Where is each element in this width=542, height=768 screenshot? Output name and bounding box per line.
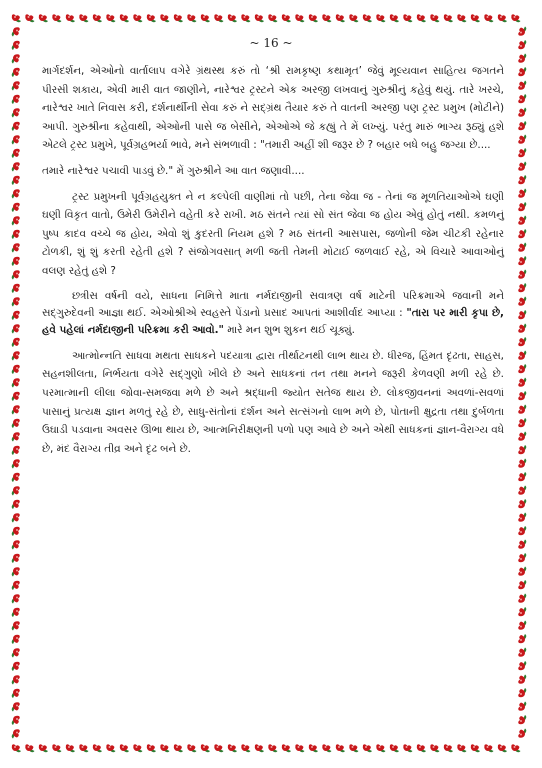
flower-ornament <box>174 744 183 752</box>
flower-ornament <box>39 14 48 22</box>
flower-ornament <box>12 243 20 252</box>
flower-ornament <box>12 662 20 671</box>
flower-ornament <box>518 675 526 684</box>
flower-ornament <box>518 418 526 427</box>
flower-ornament <box>12 675 20 684</box>
paragraph-4-text: છત્રીસ વર્ષની વયે, સાધના નિમિત્તે માતા નર્મદાજીની સવાત્રણ વર્ષ માટેની પરિક્રમાએ જવાની મને સદ્ગુરુદેવની આજ્ઞા થઈ. એઓશ્રીએ સ્વહસ્તે પેંડાનો પ્રસાદ આપતાં આશીર્વાદ આપ્યા : <box>42 289 504 319</box>
flower-ornament <box>518 148 526 157</box>
flower-ornament <box>147 14 156 22</box>
flower-ornament <box>518 391 526 400</box>
flower-ornament <box>12 540 20 549</box>
guru-blessing-quote: "તારા પર મારી કૃપા છે, હવે પહેલાં નર્મદાજીની પરિક્રમા કરી આવો." <box>42 306 504 337</box>
flower-ornament <box>201 744 210 752</box>
flower-ornament <box>457 744 466 752</box>
flower-ornament <box>518 324 526 333</box>
flower-ornament <box>12 297 20 306</box>
flower-ornament <box>12 729 20 738</box>
flower-ornament <box>518 364 526 373</box>
flower-ornament <box>120 744 129 752</box>
flower-ornament <box>498 744 507 752</box>
flower-ornament <box>12 14 21 22</box>
flower-ornament <box>12 81 20 90</box>
flower-ornament <box>430 744 439 752</box>
flower-ornament <box>457 14 466 22</box>
flower-ornament <box>430 14 439 22</box>
flower-ornament <box>12 716 20 725</box>
flower-ornament <box>518 513 526 522</box>
flower-ornament <box>160 14 169 22</box>
flower-ornament <box>12 95 20 104</box>
flower-ornament <box>518 607 526 616</box>
flower-ornament <box>12 432 20 441</box>
flower-ornament <box>106 744 115 752</box>
flower-ornament <box>518 162 526 171</box>
flower-ornament <box>241 14 250 22</box>
paragraph-4-tail: મારે મન શુભ શુકન થઈ ચૂક્યું. <box>223 324 355 337</box>
flower-ornament <box>12 621 20 630</box>
flower-ornament <box>518 445 526 454</box>
flower-ornament <box>12 581 20 590</box>
flower-ornament <box>12 702 20 711</box>
flower-ornament <box>12 459 20 468</box>
paragraph-5: આત્મોન્નતિ સાધવા મથતા સાધકને પદયાત્રા દ્વારા તીર્થાટનથી લાભ થાય છે. ધીરજ, હિંમત દૃઢતા, સાહસ, સહનશીલતા, નિર્ભયતા વગેરે સદ્ગુણો ખીલે છે અને સાધકનાં તન તથા મનને જરૂરી કેળવણી મળી રહે છે. પરમાત્માની લીલા જોવા-સમજવા મળે છે અને શ્રદ્ધાની જ્યોત સતેજ થાય છે. લોકજીવનનાં અવળાં-સવળાં પાસાનું પ્રત્યક્ષ જ્ઞાન મળતું રહે છે, સાધુ-સંતોનાં દર્શન અને સત્સંગનો લાભ મળે છે, પોતાની ક્ષુદ્રતા તથા દુર્બળતા ઉઘાડી પડવાના અવસર ઊભા થાય છે, આત્મનિરીક્ષણની પળો પણ આવે છે અને એથી સાધકનાં જ્ઞાન-વૈરાગ્ય વધે છે, મંદ વૈરાગ્ય તીવ્ર અને દૃઢ બને છે. <box>42 349 504 455</box>
flower-ornament <box>12 216 20 225</box>
flower-ornament <box>518 135 526 144</box>
flower-ornament <box>518 256 526 265</box>
flower-ornament <box>66 14 75 22</box>
flower-ornament <box>518 283 526 292</box>
flower-ornament <box>255 14 264 22</box>
flower-ornament <box>518 459 526 468</box>
flower-ornament <box>12 744 21 752</box>
paragraph-2: તમારે નારેશ્વર પચાવી પાડવું છે." મેં ગુરુશ્રીને આ વાત જણાવી.... <box>42 164 305 177</box>
flower-ornament <box>518 351 526 360</box>
flower-ornament <box>349 744 358 752</box>
flower-ornament <box>93 744 102 752</box>
flower-ornament <box>106 14 115 22</box>
flower-ornament <box>12 135 20 144</box>
paragraph-1: માર્ગદર્શન, એઓનો વાર્તાલાપ વગેરે ગ્રંથસ્થ કરું તો ‘શ્રી રામકૃષ્ણ કથામૃત’ જેવું મૂલ્યવાન સાહિત્ય જગતને પીરસી શકાય, એવી મારી વાત જાણીને, નારેશ્વર ટ્રસ્ટને એક અરજી લખવાનું ગુરુશ્રીનું કહેવું થયું. તારે ખરચે, નારેશ્વર ખાતે નિવાસ કરી, દર્શનાર્થીની સેવા કરું ને સદ્ગ્રંથ તૈયાર કરું તે વાતની અરજી પણ ટ્રસ્ટ પ્રમુખ (મોટીને) આપી. ગુરુશ્રીના કહેવાથી, એઓની પાસે જ બેસીને, એઓએ જે કહ્યું તે મેં લખ્યું. પરંતુ મારું ભાગ્ય રૂઠ્યું હશે એટલે ટ્રસ્ટ પ્રમુખે, પૂર્વગ્રહભર્યા ભાવે, મને સંભળાવી : "તમારી અહીં શી જરૂર છે ? બહાર બધે બહુ જગ્યા છે.... <box>42 65 504 152</box>
flower-ornament <box>471 744 480 752</box>
flower-ornament <box>12 513 20 522</box>
flower-ornament <box>255 744 264 752</box>
flower-ornament <box>322 14 331 22</box>
flower-ornament <box>518 661 526 670</box>
flower-ornament <box>120 14 129 22</box>
flower-ornament <box>295 744 304 752</box>
flower-ornament <box>93 14 102 22</box>
flower-ornament <box>12 176 20 185</box>
flower-ornament <box>336 744 345 752</box>
flower-ornament <box>518 540 526 549</box>
flower-ornament <box>268 14 277 22</box>
flower-ornament <box>66 744 75 752</box>
flower-ornament <box>187 744 196 752</box>
flower-ornament <box>322 744 331 752</box>
flower-ornament <box>403 744 412 752</box>
flower-ornament <box>79 744 88 752</box>
flower-ornament <box>518 594 526 603</box>
flower-ornament <box>518 729 526 738</box>
flower-ornament <box>390 744 399 752</box>
flower-ornament <box>39 744 48 752</box>
page-body <box>42 62 504 458</box>
flower-ornament <box>12 419 20 428</box>
flower-ornament <box>12 365 20 374</box>
flower-ornament <box>147 744 156 752</box>
flower-ornament <box>518 634 526 643</box>
flower-ornament <box>12 149 20 158</box>
flower-ornament <box>518 175 526 184</box>
flower-ornament <box>160 744 169 752</box>
flower-ornament <box>309 744 318 752</box>
flower-ornament <box>12 378 20 387</box>
flower-ornament <box>511 744 520 752</box>
flower-ornament <box>12 567 20 576</box>
flower-ornament <box>12 486 20 495</box>
flower-ornament <box>444 14 453 22</box>
flower-ornament <box>12 635 20 644</box>
flower-ornament <box>417 14 426 22</box>
flower-ornament <box>12 500 20 509</box>
flower-ornament <box>518 297 526 306</box>
flower-ornament <box>518 202 526 211</box>
flower-ornament <box>518 499 526 508</box>
flower-ornament <box>12 608 20 617</box>
flower-ornament <box>518 688 526 697</box>
flower-ornament <box>201 14 210 22</box>
flower-ornament <box>12 392 20 401</box>
paragraph-4 <box>42 288 504 340</box>
flower-ornament <box>518 702 526 711</box>
flower-ornament <box>214 744 223 752</box>
flower-ornament <box>309 14 318 22</box>
flower-ornament <box>363 14 372 22</box>
flower-ornament <box>518 121 526 130</box>
flower-ornament <box>52 744 61 752</box>
flower-ornament <box>518 580 526 589</box>
flower-ornament <box>12 311 20 320</box>
flower-ornament <box>282 744 291 752</box>
flower-ornament <box>484 744 493 752</box>
page-number: ~ 16 ~ <box>249 36 293 50</box>
flower-ornament <box>403 14 412 22</box>
flower-ornament <box>174 14 183 22</box>
flower-ornament <box>518 567 526 576</box>
flower-ornament <box>214 14 223 22</box>
flower-ornament <box>79 14 88 22</box>
flower-ornament <box>349 14 358 22</box>
flower-ornament <box>228 14 237 22</box>
flower-ornament <box>471 14 480 22</box>
flower-ornament <box>12 446 20 455</box>
flower-ornament <box>12 122 20 131</box>
flower-ornament <box>133 744 142 752</box>
flower-ornament <box>12 108 20 117</box>
flower-ornament <box>12 230 20 239</box>
flower-ornament <box>336 14 345 22</box>
flower-ornament <box>518 27 526 36</box>
flower-ornament <box>12 554 20 563</box>
flower-ornament <box>518 526 526 535</box>
flower-ornament <box>12 405 20 414</box>
flower-ornament <box>518 337 526 346</box>
flower-ornament <box>518 54 526 63</box>
flower-ornament <box>52 14 61 22</box>
flower-ornament <box>417 744 426 752</box>
flower-ornament <box>518 432 526 441</box>
flower-ornament <box>12 68 20 77</box>
flower-ornament <box>518 189 526 198</box>
flower-ornament <box>268 744 277 752</box>
flower-ornament <box>518 486 526 495</box>
flower-ornament <box>12 648 20 657</box>
flower-ornament <box>518 94 526 103</box>
flower-ornament <box>518 472 526 481</box>
flower-ornament <box>12 689 20 698</box>
flower-ornament <box>444 744 453 752</box>
flower-ornament <box>12 203 20 212</box>
flower-ornament <box>295 14 304 22</box>
flower-ornament <box>376 14 385 22</box>
flower-ornament <box>518 715 526 724</box>
flower-ornament <box>228 744 237 752</box>
flower-ornament <box>12 189 20 198</box>
flower-ornament <box>518 648 526 657</box>
flower-ornament <box>518 108 526 117</box>
flower-ornament <box>12 324 20 333</box>
flower-ornament <box>12 338 20 347</box>
flower-ornament <box>12 594 20 603</box>
flower-ornament <box>518 270 526 279</box>
paragraph-3: ટ્રસ્ટ પ્રમુખની પૂર્વગ્રહયુક્ત ને ન કલ્પેલી વાણીમાં તો પછી, તેના જેવા જ - તેનાં જ મૂળતિયાઓએ ઘણી ઘણી વિકૃત વાતો, ઉમેરી ઉમેરીને વહેતી કરે રાખી. મઠ સંતને ત્યાં સો સંત જેવા જ હોય એવું હોતું નથી. કમળનું પુષ્પ કાદવ વચ્ચે જ હોય, એવો શું કુદરતી નિયમ હશે ? મઠ સંતની આસપાસ, જળોની જેમ ચીટકી રહેનાર ટોળકી, શું શું કરતી રહેતી હશે ? સંજોગવસાત્ મળી જતી તેમની મોટાઈ જળવાઈ રહે, એ વિચારે આવાઓનું વલણ રહેતું હશે ? <box>42 190 504 277</box>
flower-ornament <box>518 310 526 319</box>
flower-ornament <box>518 378 526 387</box>
flower-ornament <box>12 351 20 360</box>
flower-ornament <box>12 527 20 536</box>
flower-ornament <box>12 54 20 63</box>
flower-ornament <box>498 14 507 22</box>
flower-ornament <box>518 621 526 630</box>
flower-ornament <box>511 14 520 22</box>
flower-ornament <box>484 14 493 22</box>
flower-ornament <box>25 14 34 22</box>
flower-ornament <box>518 67 526 76</box>
flower-ornament <box>12 162 20 171</box>
flower-ornament <box>241 744 250 752</box>
flower-ornament <box>376 744 385 752</box>
flower-ornament <box>518 243 526 252</box>
flower-ornament <box>12 270 20 279</box>
flower-ornament <box>518 229 526 238</box>
flower-ornament <box>390 14 399 22</box>
flower-ornament <box>518 81 526 90</box>
flower-ornament <box>518 405 526 414</box>
flower-ornament <box>518 216 526 225</box>
flower-ornament <box>282 14 291 22</box>
flower-ornament <box>25 744 34 752</box>
flower-ornament <box>518 553 526 562</box>
flower-ornament <box>12 257 20 266</box>
flower-ornament <box>363 744 372 752</box>
flower-ornament <box>12 284 20 293</box>
flower-ornament <box>12 473 20 482</box>
flower-ornament <box>187 14 196 22</box>
flower-ornament <box>133 14 142 22</box>
